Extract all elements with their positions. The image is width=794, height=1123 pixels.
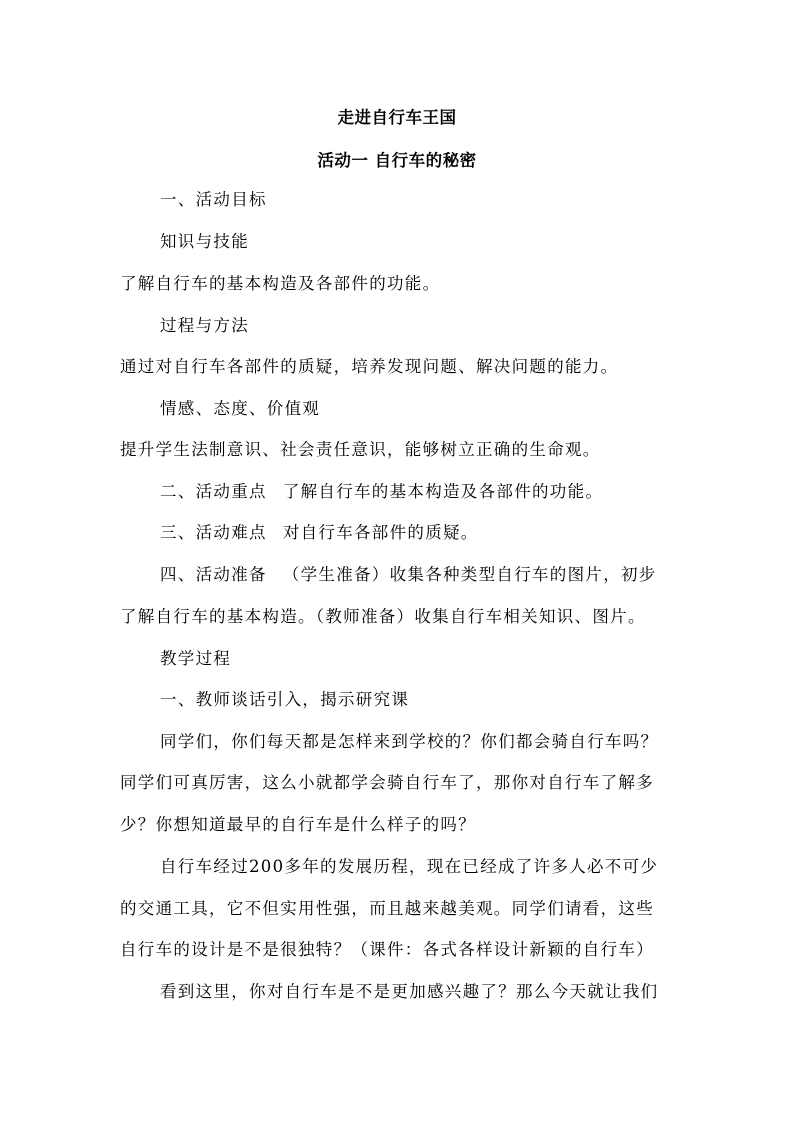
section-label: 四、活动准备 xyxy=(160,565,267,584)
section-text: （学生准备）收集各种类型自行车的图片，初步 xyxy=(282,565,657,584)
document-subtitle: 活动一 自行车的秘密 xyxy=(317,151,477,170)
subheading-emotion: 情感、态度、价值观 xyxy=(160,399,321,418)
section-heading-process: 教学过程 xyxy=(160,649,232,668)
section-heading-intro: 一、教师谈话引入，揭示研究课 xyxy=(160,690,410,709)
paragraph-line: 了解自行车的基本构造。（教师准备）收集自行车相关知识、图片。 xyxy=(120,607,646,626)
section-label: 二、活动重点 xyxy=(160,482,267,501)
subheading-process: 过程与方法 xyxy=(160,316,249,335)
section-preparation xyxy=(160,564,657,586)
paragraph-line: 同学们可真厉害，这么小就都学会骑自行车了，那你对自行车了解多 xyxy=(120,773,654,792)
paragraph-line: 自行车的设计是不是很独特？（课件：各式各样设计新颖的自行车） xyxy=(120,940,654,959)
paragraph-line: 自行车经过200多年的发展历程，现在已经成了许多人必不可少 xyxy=(160,857,659,876)
section-text: 对自行车各部件的质疑。 xyxy=(282,523,479,542)
section-heading-goals: 一、活动目标 xyxy=(160,190,267,209)
section-label: 三、活动难点 xyxy=(160,523,267,542)
paragraph-line: 提升学生法制意识、社会责任意识，能够树立正确的生命观。 xyxy=(120,440,601,459)
paragraph-line: 了解自行车的基本构造及各部件的功能。 xyxy=(120,274,441,293)
paragraph-line: 看到这里，你对自行车是不是更加感兴趣了？那么今天就让我们 xyxy=(160,982,659,1001)
paragraph-line: 通过对自行车各部件的质疑，培养发现问题、解决问题的能力。 xyxy=(120,357,619,376)
document-title: 走进自行车王国 xyxy=(337,108,457,127)
paragraph-line: 的交通工具，它不但实用性强，而且越来越美观。同学们请看，这些 xyxy=(120,899,654,918)
section-key-points xyxy=(160,481,603,503)
paragraph-line: 同学们，你们每天都是怎样来到学校的？你们都会骑自行车吗？ xyxy=(160,732,659,751)
section-difficulties xyxy=(160,522,479,544)
subheading-knowledge: 知识与技能 xyxy=(160,232,249,251)
section-text: 了解自行车的基本构造及各部件的功能。 xyxy=(282,482,604,501)
paragraph-line: 少？你想知道最早的自行车是什么样子的吗？ xyxy=(120,815,476,834)
